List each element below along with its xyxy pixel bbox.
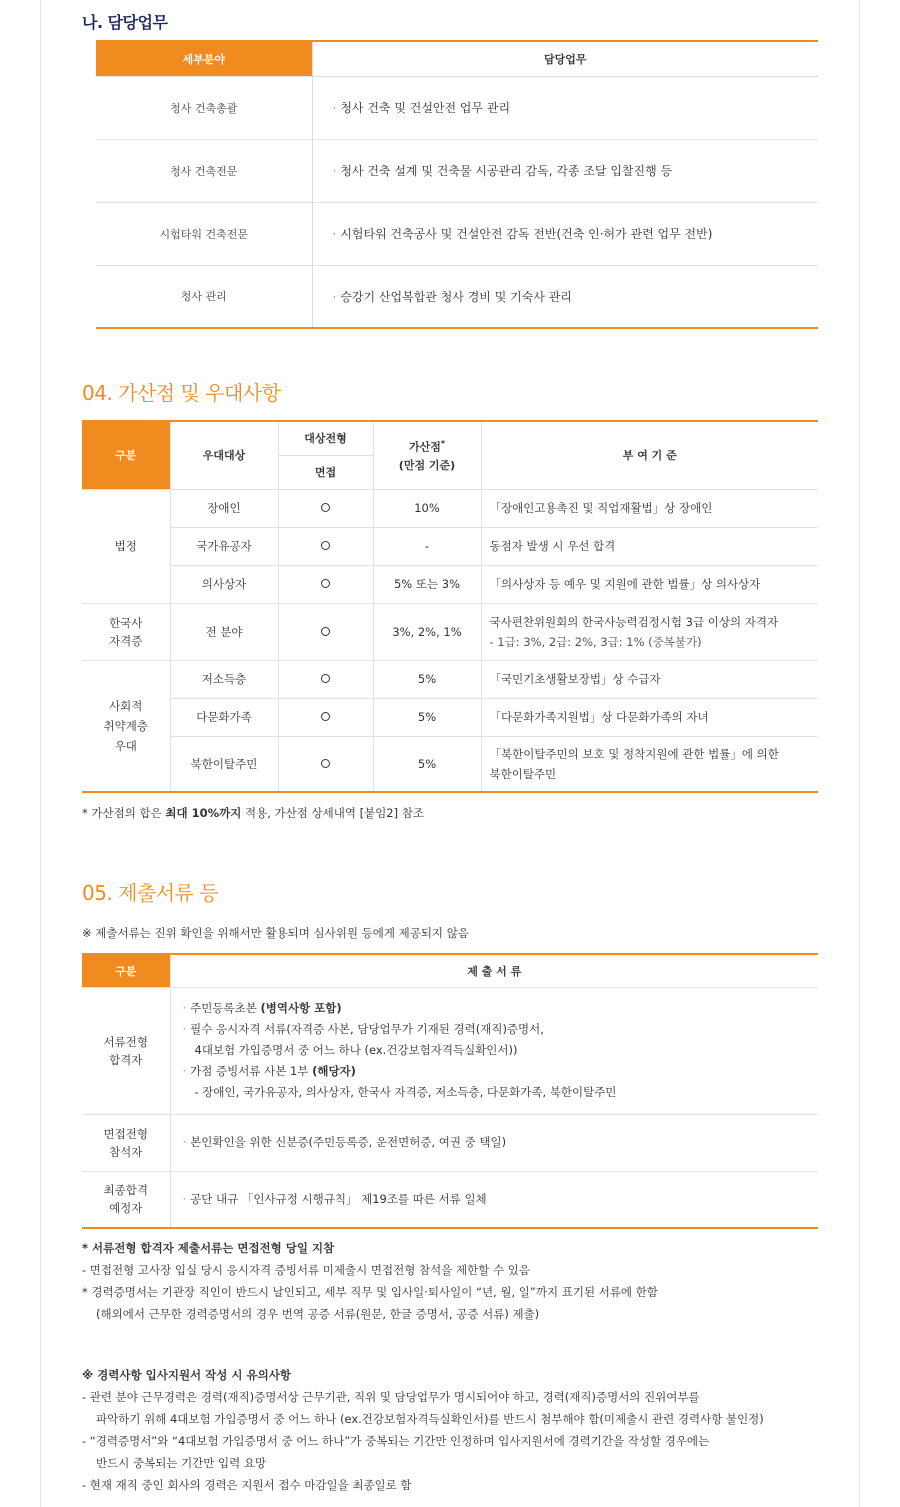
caution-block <box>82 1364 842 1496</box>
docs-notes <box>82 1237 822 1325</box>
caution-line: - 현재 재직 중인 회사의 경력은 지원서 접수 마감일을 최종일로 함 <box>82 1478 412 1492</box>
duty-header-duty: 담당업무 <box>312 41 818 76</box>
bonus-criteria: 「다문화가족지원법」상 다문화가족의 자녀 <box>481 698 818 736</box>
table-row <box>82 1171 818 1228</box>
duty-desc: · 청사 건축 및 건설안전 업무 관리 <box>312 76 818 139</box>
table-row <box>82 489 818 527</box>
table-row <box>82 1114 818 1171</box>
bonus-target: 국가유공자 <box>170 527 278 565</box>
duty-table <box>96 40 818 329</box>
bonus-criteria: 국사편찬위원회의 한국사능력검정시험 3급 이상의 자격자 - 1급: 3%, 2급: 2%, 3급: 1% (중복불가) <box>481 603 818 660</box>
docs-line: · 가점 증빙서류 사본 1부 (해당자) <box>182 1064 356 1078</box>
table-row <box>82 736 818 792</box>
docs-category: 면접전형 참석자 <box>82 1114 170 1171</box>
docs-category: 서류전형 합격자 <box>82 987 170 1114</box>
duty-field: 청사 건축전문 <box>96 139 312 202</box>
bonus-stage-mark <box>278 565 373 603</box>
docs-list <box>170 987 818 1114</box>
circle-mark-icon <box>321 541 330 550</box>
caution-title: ※ 경력사항 입사지원서 작성 시 유의사항 <box>82 1368 291 1382</box>
bonus-header-target: 우대대상 <box>170 421 278 489</box>
duty-field: 청사 관리 <box>96 265 312 328</box>
bonus-stage-mark <box>278 698 373 736</box>
caution-line: - 관련 분야 근무경력은 경력(재직)증명서상 근무기관, 직위 및 담당업무가 명시되어야 하고, 경력(재직)증명서의 진위여부를 <box>82 1390 700 1404</box>
circle-mark-icon <box>321 759 330 768</box>
bonus-criteria: 동점자 발생 시 우선 합격 <box>481 527 818 565</box>
bonus-stage-mark <box>278 489 373 527</box>
docs-table <box>82 953 818 1229</box>
duty-field: 시험타워 건축전문 <box>96 202 312 265</box>
bonus-stage-mark <box>278 527 373 565</box>
bonus-target: 저소득층 <box>170 660 278 698</box>
docs-list: · 공단 내규 「인사규정 시행규칙」 제19조를 따른 서류 일체 <box>170 1171 818 1228</box>
duty-desc: · 승강기 산업복합관 청사 경비 및 기숙사 관리 <box>312 265 818 328</box>
duty-desc: · 시험타워 건축공사 및 건설안전 감독 전반(건축 인·허가 관련 업무 전반) <box>312 202 818 265</box>
bonus-points: 10% <box>373 489 481 527</box>
duty-field: 청사 건축총괄 <box>96 76 312 139</box>
circle-mark-icon <box>321 674 330 683</box>
bonus-header-category: 구분 <box>82 421 170 489</box>
table-row <box>82 987 818 1114</box>
table-row <box>82 527 818 565</box>
bonus-header-points: 가산점* (만점 기준) <box>373 421 481 489</box>
bonus-section-title: 04. 가산점 및 우대사항 <box>82 381 281 405</box>
duty-section-title: 나. 담당업무 <box>82 13 168 32</box>
duty-desc: · 청사 건축 설계 및 건축물 시공관리 감독, 각종 조달 입찰진행 등 <box>312 139 818 202</box>
table-row <box>82 660 818 698</box>
bonus-note: * 가산점의 합은 최대 10%까지 적용, 가산점 상세내역 [붙임2] 참조 <box>82 806 424 820</box>
bonus-stage-mark <box>278 660 373 698</box>
bonus-stage-mark <box>278 736 373 792</box>
bonus-criteria: 「의사상자 등 예우 및 지원에 관한 법률」상 의사상자 <box>481 565 818 603</box>
docs-header-docs: 제 출 서 류 <box>170 954 818 987</box>
table-row <box>82 565 818 603</box>
bonus-points: 3%, 2%, 1% <box>373 603 481 660</box>
caution-line: - “경력증명서”와 “4대보험 가입증명서 중 어느 하나”가 중복되는 기간만 인정하며 입사지원서에 경력기간을 작성할 경우에는 <box>82 1434 710 1448</box>
docs-line: - 장애인, 국가유공자, 의사상자, 한국사 자격증, 저소득층, 다문화가족, 북한이탈주민 <box>194 1085 617 1099</box>
table-row <box>96 202 818 265</box>
bonus-criteria: 「국민기초생활보장법」상 수급자 <box>481 660 818 698</box>
bonus-stage-mark <box>278 603 373 660</box>
duty-header-field: 세부분야 <box>96 41 312 76</box>
docs-section-title: 05. 제출서류 등 <box>82 881 219 905</box>
bonus-points: 5% <box>373 698 481 736</box>
docs-intro: ※ 제출서류는 진위 확인을 위해서만 활용되며 심사위원 등에게 제공되지 않음 <box>82 926 469 940</box>
bonus-target: 전 분야 <box>170 603 278 660</box>
docs-line: · 필수 응시자격 서류(자격증 사본, 담당업무가 기재된 경력(재직)증명서, <box>182 1022 544 1036</box>
bonus-category: 법정 <box>82 489 170 603</box>
bonus-header-interview: 면접 <box>278 455 373 489</box>
docs-note-3b: (해외에서 근무한 경력증명서의 경우 번역 공증 서류(원문, 한글 증명서, 공증 서류) 제출) <box>96 1307 540 1321</box>
bonus-points: - <box>373 527 481 565</box>
table-row <box>96 139 818 202</box>
bonus-target: 의사상자 <box>170 565 278 603</box>
docs-note-3: * 경력증명서는 기관장 직인이 반드시 날인되고, 세부 직무 및 입사일·퇴사일이 “년, 월, 일”까지 표기된 서류에 한함 <box>82 1285 658 1299</box>
table-row <box>82 603 818 660</box>
docs-line: · 주민등록초본 (병역사항 포함) <box>182 1001 342 1015</box>
bonus-table <box>82 420 818 793</box>
docs-list: · 본인확인을 위한 신분증(주민등록증, 운전면허증, 여권 중 택일) <box>170 1114 818 1171</box>
caution-line: 파악하기 위해 4대보험 가입증명서 중 어느 하나 (ex.건강보험자격득실확인서)를 반드시 첨부해야 함(미제출시 관련 경력사항 불인정) <box>96 1412 764 1426</box>
circle-mark-icon <box>321 627 330 636</box>
circle-mark-icon <box>321 503 330 512</box>
docs-header-category: 구분 <box>82 954 170 987</box>
bonus-header-stage: 대상전형 <box>278 421 373 455</box>
bonus-target: 장애인 <box>170 489 278 527</box>
bonus-target: 다문화가족 <box>170 698 278 736</box>
bonus-category: 사회적 취약계층 우대 <box>82 660 170 792</box>
docs-note-1: * 서류전형 합격자 제출서류는 면접전형 당일 지참 <box>82 1241 335 1255</box>
bonus-points: 5% <box>373 660 481 698</box>
caution-line: 반드시 중복되는 기간만 입력 요망 <box>96 1456 267 1470</box>
circle-mark-icon <box>321 579 330 588</box>
docs-note-2: - 면접전형 고사장 입실 당시 응시자격 증빙서류 미제출시 면접전형 참석을 제한할 수 있음 <box>82 1263 530 1277</box>
bonus-header-criteria: 부 여 기 준 <box>481 421 818 489</box>
docs-line: 4대보험 가입증명서 중 어느 하나 (ex.건강보험자격득실확인서)) <box>194 1043 518 1057</box>
bonus-category: 한국사 자격증 <box>82 603 170 660</box>
docs-category: 최종합격 예정자 <box>82 1171 170 1228</box>
table-row <box>96 265 818 328</box>
bonus-criteria: 「장애인고용촉진 및 직업재활법」상 장애인 <box>481 489 818 527</box>
bonus-points: 5% <box>373 736 481 792</box>
bonus-target: 북한이탈주민 <box>170 736 278 792</box>
bonus-points: 5% 또는 3% <box>373 565 481 603</box>
table-row <box>96 76 818 139</box>
circle-mark-icon <box>321 712 330 721</box>
bonus-criteria: 「북한이탈주민의 보호 및 정착지원에 관한 법률」에 의한 북한이탈주민 <box>481 736 818 792</box>
table-row <box>82 698 818 736</box>
